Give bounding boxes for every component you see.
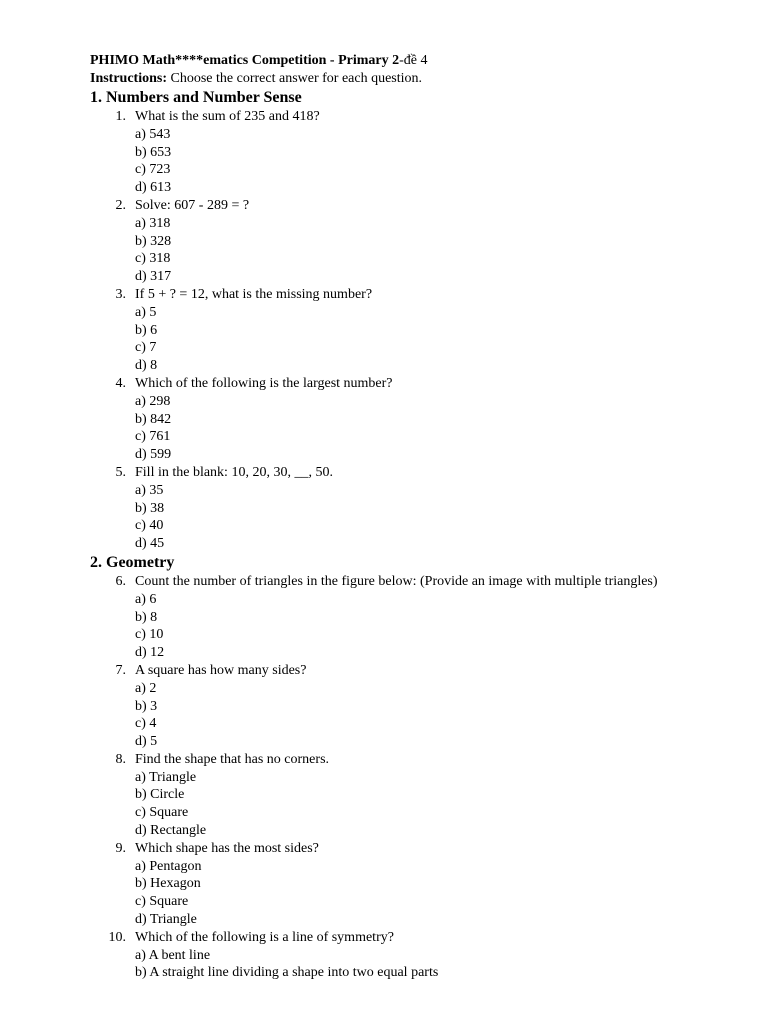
option: a) 5 xyxy=(135,304,157,320)
option: d) 613 xyxy=(135,180,172,196)
option: a) Triangle xyxy=(135,769,197,785)
question-number: 7. xyxy=(115,662,126,678)
option: a) 6 xyxy=(135,591,157,607)
option: c) 318 xyxy=(135,251,171,267)
option: d) 45 xyxy=(135,536,165,552)
section-numbers xyxy=(90,88,730,553)
instructions-text: Choose the correct answer for each question. xyxy=(167,71,423,86)
option: c) 40 xyxy=(135,518,164,534)
question-9 xyxy=(90,840,730,929)
option: d) 599 xyxy=(135,447,172,463)
question-text: Solve: 607 - 289 = ? xyxy=(135,197,250,213)
question-4 xyxy=(90,375,730,464)
question-number: 8. xyxy=(115,751,126,767)
option: d) Rectangle xyxy=(135,823,207,839)
option: b) Hexagon xyxy=(135,876,201,892)
option: b) 3 xyxy=(135,698,158,714)
title-bold: PHIMO Math****ematics Competition - Primary 2 xyxy=(90,53,400,68)
question-text: Which of the following is the largest number? xyxy=(135,375,393,391)
option: d) 8 xyxy=(135,358,158,374)
question-number: 6. xyxy=(115,573,126,589)
option: a) 35 xyxy=(135,482,164,498)
question-number: 5. xyxy=(115,464,126,480)
section-geometry xyxy=(90,553,730,982)
option: a) 543 xyxy=(135,126,171,142)
question-3 xyxy=(90,286,730,375)
question-text: Which shape has the most sides? xyxy=(135,840,319,856)
option: b) 6 xyxy=(135,322,158,338)
option: c) 761 xyxy=(135,429,171,445)
question-number: 1. xyxy=(115,109,126,124)
option: a) A bent line xyxy=(135,947,211,963)
section-heading: 2. Geometry xyxy=(90,553,175,571)
option: b) Circle xyxy=(135,787,185,803)
option: c) 10 xyxy=(135,627,164,643)
question-number: 2. xyxy=(115,197,126,213)
question-text: Find the shape that has no corners. xyxy=(135,751,330,767)
option: a) 318 xyxy=(135,215,171,231)
section-heading: 1. Numbers and Number Sense xyxy=(90,89,302,106)
question-8 xyxy=(90,751,730,840)
question-text: If 5 + ? = 12, what is the missing number? xyxy=(135,286,373,302)
option: c) 723 xyxy=(135,162,171,178)
document-title xyxy=(90,52,730,70)
option: d) 317 xyxy=(135,269,172,285)
question-text: What is the sum of 235 and 418? xyxy=(135,109,320,124)
option: b) 842 xyxy=(135,411,172,427)
option: d) 12 xyxy=(135,645,165,661)
option: a) Pentagon xyxy=(135,858,202,874)
option: a) 2 xyxy=(135,680,157,696)
option: b) 653 xyxy=(135,144,172,160)
question-text: Fill in the blank: 10, 20, 30, __, 50. xyxy=(135,464,333,480)
option: b) 8 xyxy=(135,609,158,625)
option: d) Triangle xyxy=(135,912,197,928)
option: b) 328 xyxy=(135,233,172,249)
question-number: 10. xyxy=(108,929,126,945)
option: d) 5 xyxy=(135,734,158,750)
option: a) 298 xyxy=(135,393,171,409)
instructions-label: Instructions: xyxy=(90,71,168,86)
question-2 xyxy=(90,197,730,286)
question-number: 9. xyxy=(115,840,126,856)
question-number: 4. xyxy=(115,375,126,391)
question-number: 3. xyxy=(115,286,126,302)
question-10 xyxy=(90,929,730,982)
question-1 xyxy=(90,108,730,197)
question-7 xyxy=(90,662,730,751)
option: b) 38 xyxy=(135,500,165,516)
question-text: A square has how many sides? xyxy=(135,662,307,678)
question-5 xyxy=(90,464,730,553)
question-text: Count the number of triangles in the figure below: (Provide an image with multiple triangles) xyxy=(135,573,658,589)
option: c) 4 xyxy=(135,716,157,732)
option: c) Square xyxy=(135,805,189,821)
question-6 xyxy=(90,573,730,662)
instructions xyxy=(90,70,730,88)
question-text: Which of the following is a line of symmetry? xyxy=(135,929,394,945)
document-body xyxy=(90,52,730,982)
option: b) A straight line dividing a shape into two equal parts xyxy=(135,965,439,981)
title-suffix: -đề 4 xyxy=(399,53,428,68)
option: c) 7 xyxy=(135,340,157,356)
option: c) Square xyxy=(135,894,189,910)
